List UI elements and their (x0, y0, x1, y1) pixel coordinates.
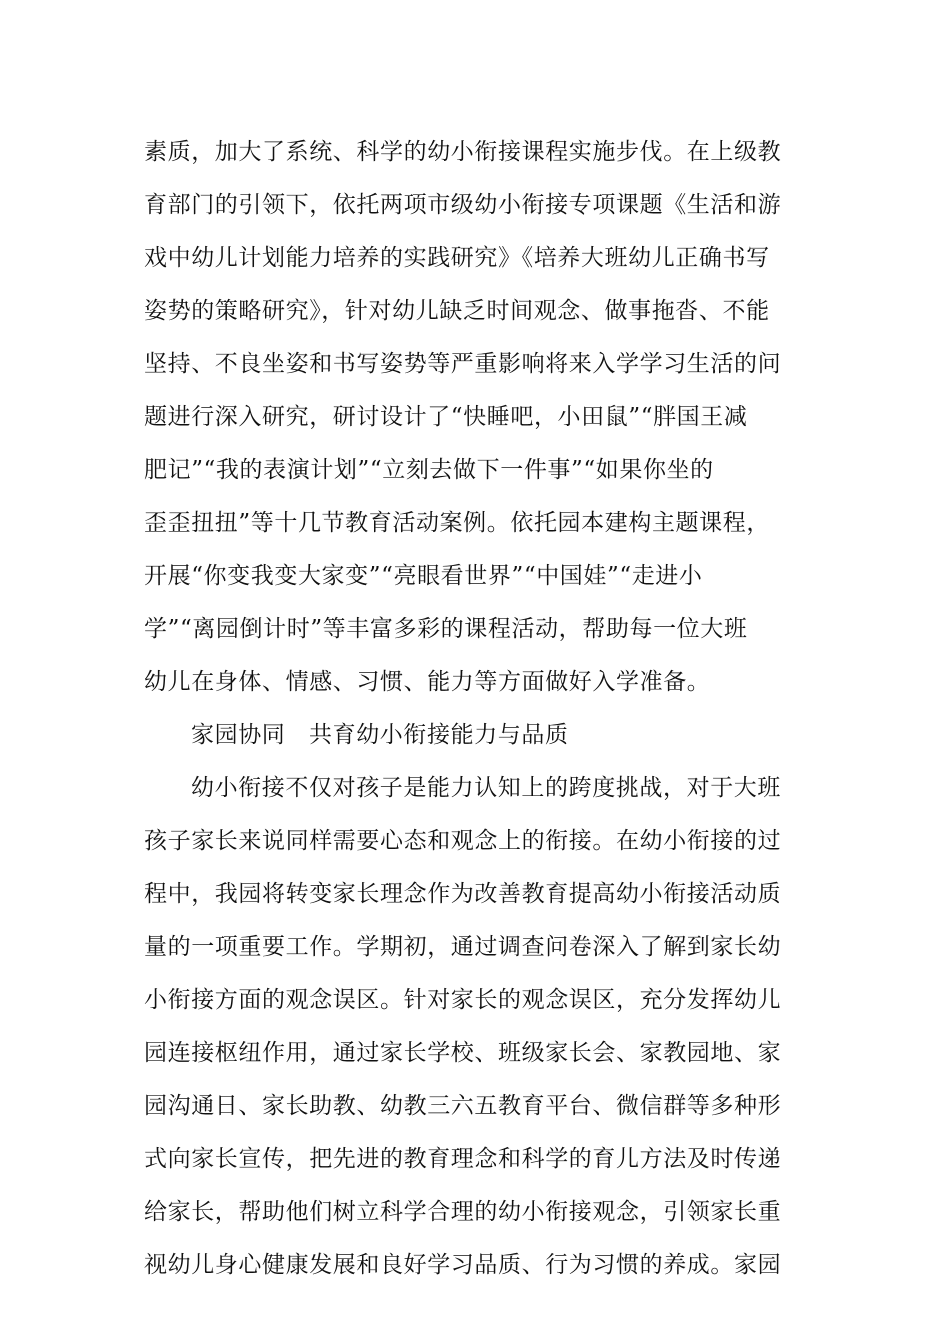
text-line: 园连接枢纽作用，通过家长学校、班级家长会、家教园地、家 (144, 1040, 782, 1066)
text-line: 戏中幼儿计划能力培养的实践研究》《培养大班幼儿正确书写 (144, 245, 770, 271)
paragraph-2 (144, 762, 814, 1292)
document-body (144, 126, 814, 1292)
text-line: 程中，我园将转变家长理念作为改善教育提高幼小衔接活动质 (144, 881, 782, 907)
text-line: 视幼儿身心健康发展和良好学习品质、行为习惯的养成。家园 (144, 1252, 782, 1278)
text-line: 坚持、不良坐姿和书写姿势等严重影响将来入学学习生活的问 (144, 351, 782, 377)
text-line: 幼小衔接不仅对孩子是能力认知上的跨度挑战，对于大班 (191, 775, 781, 801)
text-line: 式向家长宣传，把先进的教育理念和科学的育儿方法及时传递 (144, 1146, 782, 1172)
text-line: 量的一项重要工作。学期初，通过调查问卷深入了解到家长幼 (144, 934, 782, 960)
text-line: 学”“离园倒计时”等丰富多彩的课程活动，帮助每一位大班 (144, 616, 748, 642)
text-line: 园沟通日、家长助教、幼教三六五教育平台、微信群等多种形 (144, 1093, 782, 1119)
text-line: 孩子家长来说同样需要心态和观念上的衔接。在幼小衔接的过 (144, 828, 782, 854)
text-line: 肥记”“我的表演计划”“立刻去做下一件事”“如果你坐的 (144, 457, 714, 483)
text-line: 题进行深入研究，研讨设计了“快睡吧，小田鼠”“胖国王减 (144, 404, 748, 430)
text-line: 小衔接方面的观念误区。针对家长的观念误区，充分发挥幼儿 (144, 987, 782, 1013)
section-heading: 家园协同 共育幼小衔接能力与品质 (191, 722, 569, 748)
text-line: 幼儿在身体、情感、习惯、能力等方面做好入学准备。 (144, 669, 711, 695)
text-line: 开展“你变我变大家变”“亮眼看世界”“中国娃”“走进小 (144, 563, 703, 589)
text-line: 素质，加大了系统、科学的幼小衔接课程实施步伐。在上级教 (144, 139, 782, 165)
text-line: 姿势的策略研究》，针对幼儿缺乏时间观念、做事拖沓、不能 (144, 298, 770, 324)
text-line: 给家长，帮助他们树立科学合理的幼小衔接观念，引领家长重 (144, 1199, 782, 1225)
paragraph-1 (144, 126, 814, 709)
text-line: 育部门的引领下，依托两项市级幼小衔接专项课题《生活和游 (144, 192, 782, 218)
text-line: 歪歪扭扭”等十几节教育活动案例。依托园本建构主题课程， (144, 510, 770, 536)
